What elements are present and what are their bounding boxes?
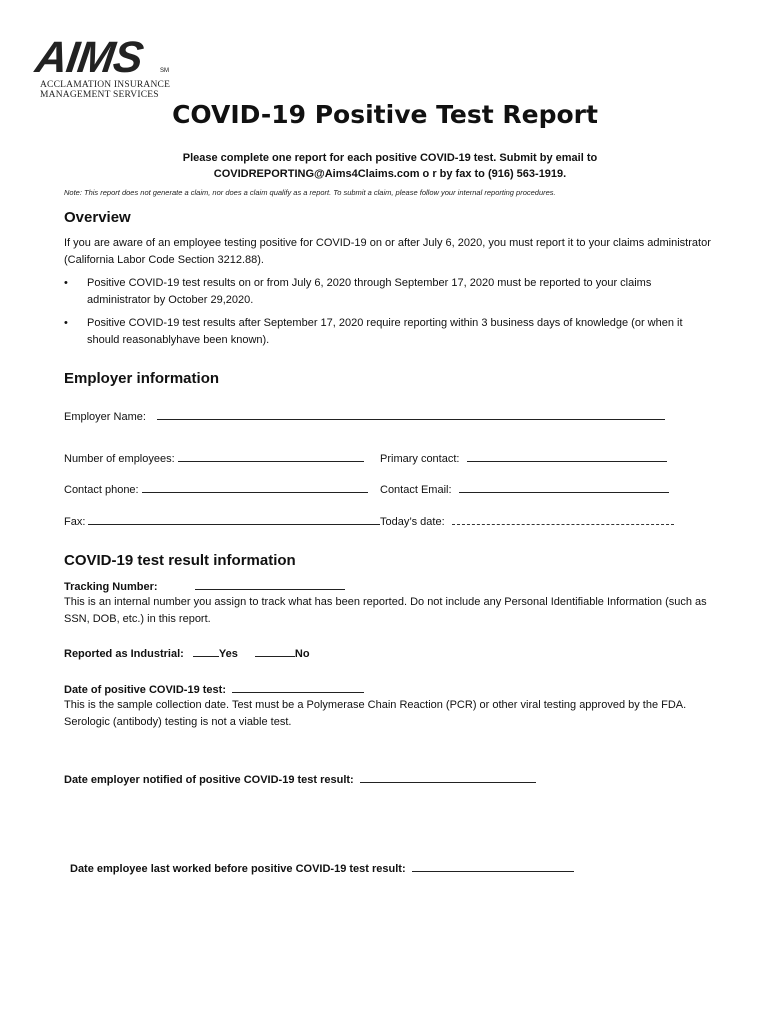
overview-bullet	[64, 315, 704, 349]
date-positive-label: Date of positive COVID-19 test:	[64, 684, 226, 696]
tracking-number-label: Tracking Number:	[64, 581, 158, 593]
last-worked-row	[70, 861, 574, 875]
tracking-number-row	[64, 579, 345, 593]
reported-industrial-label: Reported as Industrial:	[64, 648, 184, 660]
logo-line-2: MANAGEMENT SERVICES	[40, 90, 159, 100]
primary-contact-label: Primary contact:	[380, 453, 460, 465]
contact-email-row	[380, 482, 669, 496]
bullet-dot: •	[64, 277, 68, 289]
industrial-yes-field[interactable]	[193, 646, 219, 657]
employer-name-label: Employer Name:	[64, 411, 146, 423]
employer-notified-field[interactable]	[360, 772, 536, 783]
submission-instructions	[80, 150, 700, 182]
last-worked-label: Date employee last worked before positive COVID-19 test result:	[70, 863, 406, 875]
date-positive-row	[64, 682, 364, 696]
test-result-heading: COVID-19 test result information	[64, 552, 296, 569]
contact-phone-label: Contact phone:	[64, 484, 139, 496]
employees-label: Number of employees:	[64, 453, 175, 465]
employer-heading: Employer information	[64, 370, 220, 387]
fax-field[interactable]	[88, 514, 380, 525]
fax-label: Fax:	[64, 516, 86, 528]
todays-date-label: Today’s date:	[380, 516, 445, 528]
tracking-number-help: This is an internal number you assign to track what has been reported. Do not include any Personal Identifiable Information (such as SSN, DOB, etc.) in this report.	[64, 596, 707, 625]
last-worked-field[interactable]	[412, 861, 574, 872]
date-positive-help: This is the sample collection date. Test must be a Polymerase Chain Reaction (PCR) or other viral testing approved by the FDA. Serologic (antibody) testing is not a viable test.	[64, 699, 687, 728]
overview-paragraph: If you are aware of an employee testing positive for COVID-19 on or after July 6, 2020, you must report it to your claims administrator (California Labor Code Section 3212.88).	[64, 237, 711, 266]
overview-heading: Overview	[64, 209, 131, 226]
instructions-line-1: Please complete one report for each positive COVID-19 test. Submit by email to	[182, 152, 598, 164]
instructions-line-2: COVIDREPORTING@Aims4Claims.com o r by fax to (916) 563-1919.	[213, 168, 567, 180]
contact-email-label: Contact Email:	[380, 484, 452, 496]
fax-row	[64, 514, 380, 528]
contact-phone-row	[64, 482, 368, 496]
bullet-dot: •	[64, 317, 68, 329]
employees-row	[64, 451, 364, 465]
primary-contact-row	[380, 451, 667, 465]
bullet-text: Positive COVID-19 test results on or from July 6, 2020 through September 17, 2020 must be reported to your claims administrator by October 29,2020.	[87, 277, 652, 306]
bullet-text: Positive COVID-19 test results after September 17, 2020 require reporting within 3 business days of knowledge (or when it should reasonablyhave been known).	[87, 317, 683, 346]
contact-phone-field[interactable]	[142, 482, 368, 493]
employer-name-field[interactable]	[157, 409, 665, 420]
employer-notified-label: Date employer notified of positive COVID-19 test result:	[64, 774, 354, 786]
logo-subtitle	[40, 80, 170, 100]
todays-date-field[interactable]	[452, 514, 674, 525]
todays-date-row	[380, 514, 674, 528]
date-positive-field[interactable]	[232, 682, 364, 693]
logo-wordmark: AIMS	[32, 33, 146, 82]
logo-trademark: SM	[160, 68, 169, 74]
page-title: COVID-19 Positive Test Report	[172, 100, 598, 129]
employees-field[interactable]	[178, 451, 364, 462]
overview-bullet	[64, 275, 704, 309]
industrial-yes-label: Yes	[218, 648, 238, 660]
industrial-no-label: No	[294, 648, 310, 660]
contact-email-field[interactable]	[459, 482, 669, 493]
employer-notified-row	[64, 772, 536, 786]
industrial-no-field[interactable]	[255, 646, 295, 657]
employer-name-row	[64, 409, 665, 423]
report-note: Note: This report does not generate a claim, nor does a claim qualify as a report. To submit a claim, please follow your internal reporting procedures.	[64, 188, 556, 197]
tracking-number-field[interactable]	[195, 579, 345, 590]
primary-contact-field[interactable]	[467, 451, 667, 462]
reported-industrial-row	[64, 646, 310, 660]
logo-line-1: ACCLAMATION INSURANCE	[40, 80, 171, 90]
